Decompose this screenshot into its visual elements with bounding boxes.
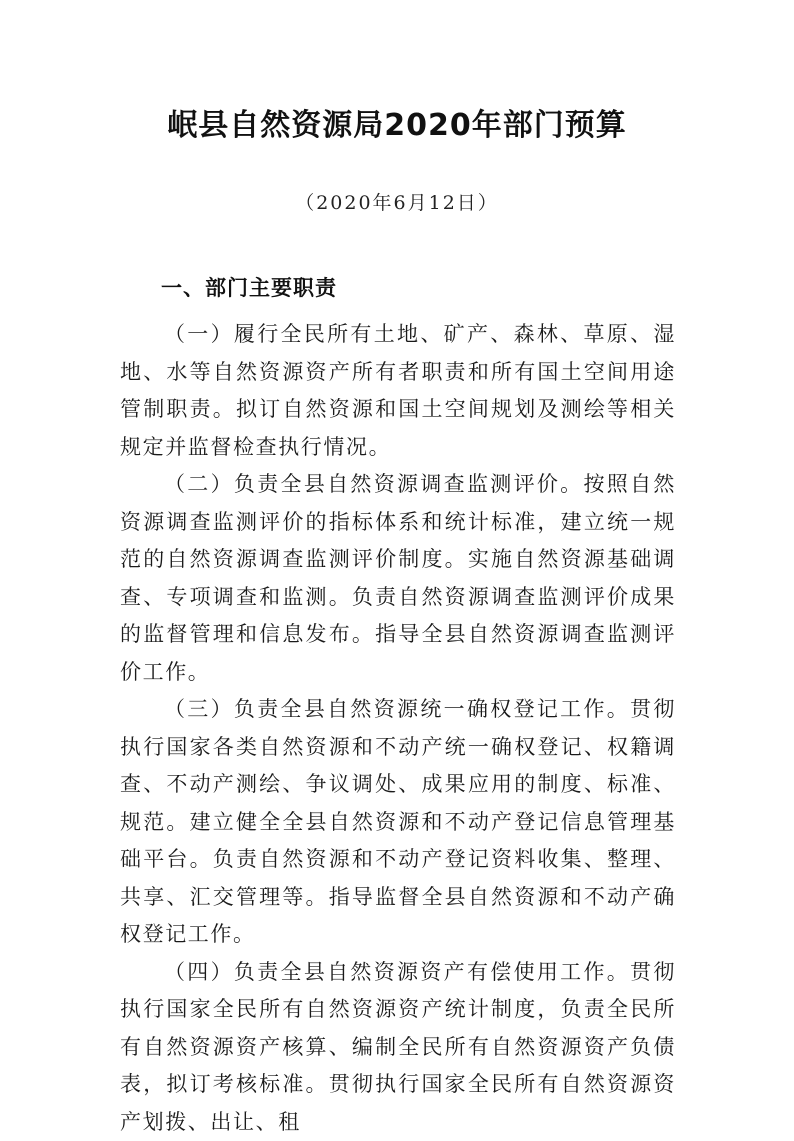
paragraph-3: （三）负责全县自然资源统一确权登记工作。贯彻执行国家各类自然资源和不动产统一确权登记、权籍调查、不动产测绘、争议调处、成果应用的制度、标准、规范。建立健全全县自然资源和不动产登记信息管理基础平台。负责自然资源和不动产登记资料收集、整理、共享、汇交管理等。指导监督全县自然资源和不动产确权登记工作。	[120, 691, 676, 954]
document-date: （2020年6月12日）	[0, 188, 794, 215]
paragraph-2: （二）负责全县自然资源调查监测评价。按照自然资源调查监测评价的指标体系和统计标准，建立统一规范的自然资源调查监测评价制度。实施自然资源基础调查、专项调查和监测。负责自然资源调查监测评价成果的监督管理和信息发布。指导全县自然资源调查监测评价工作。	[120, 466, 676, 691]
paragraph-1: （一）履行全民所有土地、矿产、森林、草原、湿地、水等自然资源资产所有者职责和所有国土空间用途管制职责。拟订自然资源和国土空间规划及测绘等相关规定并监督检查执行情况。	[120, 316, 676, 466]
paragraph-4: （四）负责全县自然资源资产有偿使用工作。贯彻执行国家全民所有自然资源资产统计制度，负责全民所有自然资源资产核算、编制全民所有自然资源资产负债表，拟订考核标准。贯彻执行国家全民所有自然资源资产划拨、出让、租	[120, 954, 676, 1141]
section-heading: 一、部门主要职责	[161, 272, 337, 302]
document-title: 岷县自然资源局2020年部门预算	[0, 100, 794, 144]
document-body	[120, 316, 676, 1141]
